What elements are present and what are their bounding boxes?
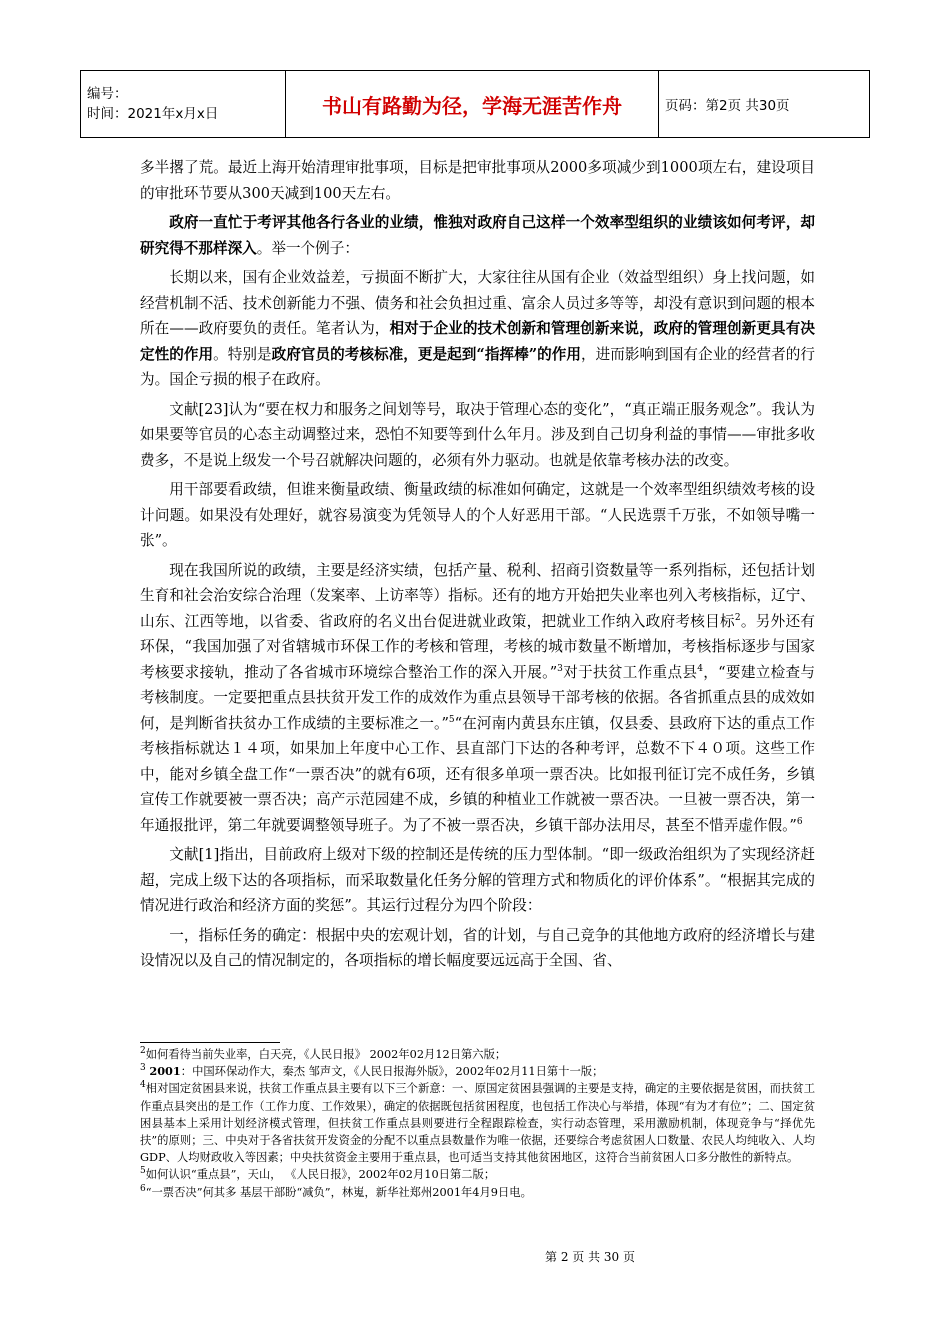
page-footer: 第 2 页 共 30 页 (545, 1250, 635, 1264)
footnote-ref[interactable]: 4 (697, 663, 703, 674)
footnote-2: $^2$如何看待当前失业率，白天亮，《人民日报》 2002年02月12日第六版； (140, 1046, 507, 1061)
body-text (140, 155, 815, 978)
footnote-4: $^4$相对国定贫困县来说，扶贫工作重点县主要有以下三个新意：一、原国定贫困县强调的主要是支持，确定的主要依据是贫困，而扶贫工作重点县突出的是工作（工作力度、工作效果），确定的依据既包括贫困程度，也包括工作决心与举措，体现“有为才有位”；二、国定贫困县基本上采用计划经济模式管理，但扶贫工作重点县则要进行全程跟踪检查，实行动态管理，采用激励机制，体现竞争与“择优先扶”的原则；三、中央对于各省扶贫开发资金的分配不以重点县数量作为唯一依据，还要综合考虑贫困人口数量、农民人均纯收入、人均GDP、人均财政收入等因素；中央扶贫资金主要用于重点县，也可适当支持其他贫困地区，这符合当前贫困人口多分散性的新特点。 (140, 1080, 815, 1165)
header-page-info: 页码：第2页 共30页 (659, 71, 870, 138)
footnote-ref[interactable]: 2 (734, 612, 741, 623)
footnote-divider (140, 1042, 280, 1043)
paragraph-5: 用干部要看政绩，但谁来衡量政绩、衡量政绩的标准如何确定，这就是一个效率型组织绩效考核的设计问题。如果没有处理好，就容易演变为凭领导人的个人好恶用干部。“人民选票千万张，不如领导嘴一张”。 (140, 481, 815, 549)
footnote-6: $^6$“一票否决”何其多 基层干部盼“减负”，林嵬，新华社郑州2001年4月9日电。 (140, 1183, 532, 1199)
paragraph-8: 一，指标任务的确定：根据中央的宏观计划，省的计划，与自己竞争的其他地方政府的经济增长与建设情况以及自己的情况制定的，各项指标的增长幅度要远远高于全国、省、 (140, 926, 815, 969)
paragraph-2: 政府一直忙于考评其他各行各业的业绩，惟独对政府自己这样一个效率型组织的业绩该如何考评，却研究得不那样深入。举一个例子： (140, 214, 815, 257)
document-header (80, 70, 870, 138)
paragraph-6: 现在我国所说的政绩，主要是经济实绩，包括产量、税利、招商引资数量等一系列指标，还包括计划生育和社会治安综合治理（发案率、上访率等）指标。还有的地方开始把失业率也列入考核指标，辽宁、山东、江西等地，以省委、省政府的名义出台促进就业政策，把就业工作纳入政府考核目标$^2$。另外还有环保，“我国加强了对省辖城市环保工作的考核和管理，考核的城市数量不断增加，考核指标逐步与国家考核要求接轨，推动了各省城市环境综合整治工作的深入开展。”$^3$对于扶贫工作重点县$^4$，“要建立检查与考核制度。一定要把重点县扶贫开发工作的成效作为重点县领导干部考核的依据。各省抓重点县的成效如何，是判断省扶贫办工作成绩的主要标准之一。”$^5$“在河南内黄县东庄镇，仅县委、县政府下达的重点工作考核指标就达１４项，如果加上年度中心工作、县直部门下达的各种考评，总数不下４０项。这些工作中，能对乡镇全盘工作“一票否决”的就有6项，还有很多单项一票否决。比如报刊征订完不成任务，乡镇宣传工作就要被一票否决；高产示范园建不成，乡镇的种植业工作就被一票否决。一旦被一票否决，第一年通报批评，第二年就要调整领导班子。为了不被一票否决，乡镇干部办法用尽，甚至不惜弄虚作假。”$^6$ (140, 561, 815, 834)
paragraph-3: 长期以来，国有企业效益差，亏损面不断扩大，大家往往从国有企业（效益型组织）身上找问题，如经营机制不活、技术创新能力不强、债务和社会负担过重、富余人员过多等等，却没有意识到问题的根本所在——政府要负的责任。笔者认为，相对于企业的技术创新和管理创新来说，政府的管理创新更具有决定性的作用。特别是政府官员的考核标准，更是起到“指挥棒”的作用，进而影响到国有企业的经营者的行为。国企亏损的根子在政府。 (140, 269, 815, 388)
header-meta-cell (81, 71, 286, 138)
paragraph-4: 文献[23]认为“要在权力和服务之间划等号，取决于管理心态的变化”，“真正端正服务观念”。我认为如果要等官员的心态主动调整过来，恐怕不知要等到什么年月。涉及到自己切身利益的事情——审批多收费多，不是说上级发一个号召就解决问题的，必须有外力驱动。也就是依靠考核办法的改变。 (140, 400, 815, 469)
footnote-5: $^5$如何认识“重点县”，天山， 《人民日报》，2002年02月10日第二版； (140, 1166, 496, 1182)
footnotes (140, 1046, 815, 1201)
footnote-ref[interactable]: 5 (448, 714, 455, 725)
footnote-3: $^3$ 2001：中国环保动作大，秦杰 邹声文，《人民日报海外版》，2002年02月11日第十一版； (140, 1063, 604, 1079)
document-time: 时间：2021年x月x日 (87, 106, 219, 122)
header-motto: 书山有路勤为径，学海无涯苦作舟 (286, 71, 659, 138)
paragraph-1: 多半撂了荒。最近上海开始清理审批事项，目标是把审批事项从2000多项减少到1000项左右，建设项目的审批环节要从300天减到100天左右。 (140, 159, 815, 202)
paragraph-7: 文献[1]指出，目前政府上级对下级的控制还是传统的压力型体制。“即一级政治组织为了实现经济赶超，完成上级下达的各项指标，而采取数量化任务分解的管理方式和物质化的评价体系”。“根据其完成的情况进行政治和经济方面的奖惩”。其运行过程分为四个阶段： (140, 846, 815, 914)
footnote-ref[interactable]: 3 (557, 663, 563, 674)
footnote-ref[interactable]: 6 (796, 816, 803, 827)
document-number: 编号： (87, 86, 128, 102)
